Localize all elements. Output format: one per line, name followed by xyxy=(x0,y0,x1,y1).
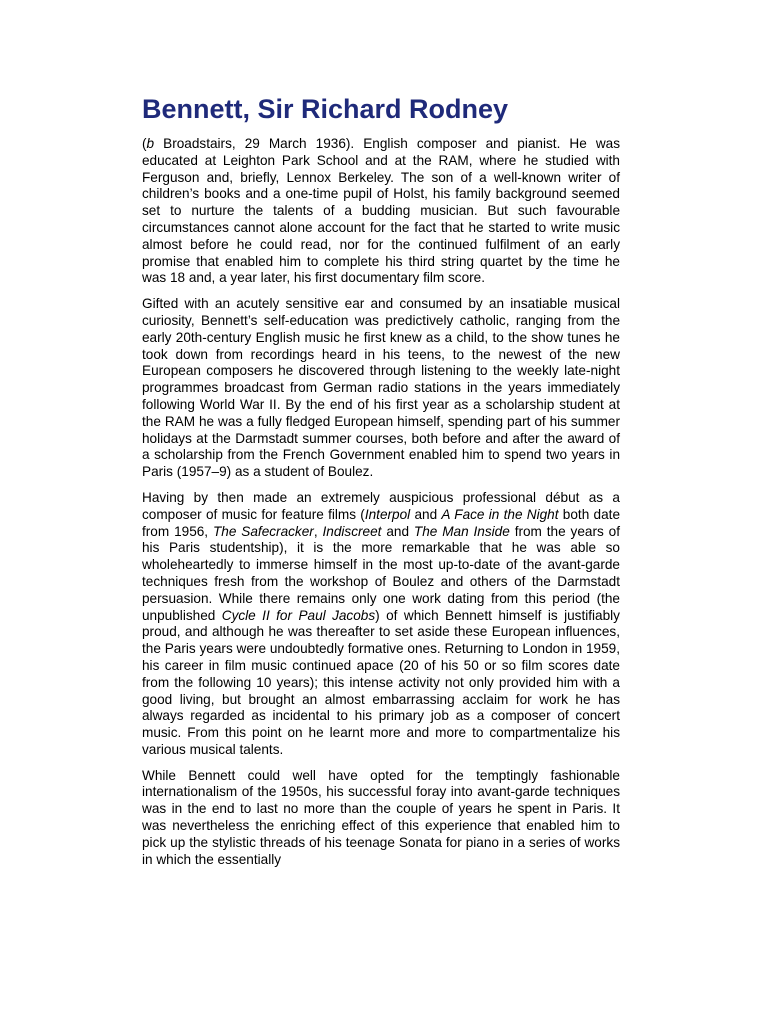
film-title-interpol: Interpol xyxy=(364,506,411,522)
film-title-face-in-the-night: A Face in the Night xyxy=(441,506,559,522)
p3-text-7: ) of which Bennett himself is justifiably proud, and although he was thereafter to set aside these European influences, the Paris years were undoubtedly formative ones. Returning to London in 1959, his career in film music continued apace (20 of his 50 or so film scores date from the following 10 years); this intense activity not only provided him with a good living, but brought an almost embarrassing acclaim for work he has always regarded as incidental to his primary job as a composer of concert music. From this point on he learnt more and more to compartmentalize his various musical talents. xyxy=(142,607,620,757)
work-title-cycle-ii: Cycle II for Paul Jacobs xyxy=(221,607,376,623)
p3-text-3: both date from 1956, xyxy=(142,506,620,539)
p3-text-1: Having by then made an extremely auspicious professional début as a composer of music for feature films ( xyxy=(142,489,620,522)
film-title-man-inside: The Man Inside xyxy=(413,523,510,539)
p1-text: Broadstairs, 29 March 1936). English composer and pianist. He was educated at Leighton Park School and at the RAM, where he studied with Ferguson and, briefly, Lennox Berkeley. The son of a well-known writer of children’s books and a one-time pupil of Holst, his family background seemed set to nurture the talents of a budding musician. But such favourable circumstances cannot alone account for the fact that he started to write music almost before he could read, nor for the continued fulfilment of an early promise that enabled him to complete his third string quartet by the time he was 18 and, a year later, his first documentary film score. xyxy=(142,136,620,286)
paragraph-3 xyxy=(142,490,620,759)
p3-text-5: and xyxy=(381,523,414,539)
article xyxy=(142,92,620,877)
film-title-indiscreet: Indiscreet xyxy=(322,523,382,539)
paragraph-1 xyxy=(142,136,620,287)
p3-text-6: from the years of his Paris studentship), it is the more remarkable that he was able so wholeheartedly to immerse himself in the most up-to-date of the avant-garde techniques fresh from the workshop of Boulez and others of the Darmstadt persuasion. While there remains only one work dating from this period (the unpublished xyxy=(142,523,621,623)
film-title-safecracker: The Safecracker xyxy=(212,523,314,539)
p1-open: ( xyxy=(142,136,147,151)
paragraph-4: While Bennett could well have opted for the temptingly fashionable internationalism of the 1950s, his successful foray into avant-garde techniques was in the end to last no more than the couple of years he spent in Paris. It was nevertheless the enriching effect of this experience that enabled him to pick up the stylistic threads of his teenage Sonata for piano in a series of works in which the essentially xyxy=(142,767,620,867)
p3-text-4: , xyxy=(313,523,323,539)
paragraph-2: Gifted with an acutely sensitive ear and consumed by an insatiable musical curiosity, Bennett’s self-education was predictively catholic, ranging from the early 20th-century English music he first knew as a child, to the show tunes he took down from recordings heard in his teens, to the newest of the new European composers he discovered through listening to the weekly late-night programmes broadcast from German radio stations in the years immediately following World War II. By the end of his first year as a scholarship student at the RAM he was a fully fledged European himself, spending part of his summer holidays at the Darmstadt summer courses, both before and after the award of a scholarship from the French Government enabled him to spend two years in Paris (1957–9) as a student of Boulez. xyxy=(142,296,620,480)
p1-born-abbrev: b xyxy=(146,136,155,151)
article-title: Bennett, Sir Richard Rodney xyxy=(142,94,509,124)
p3-text-2: and xyxy=(410,506,442,522)
